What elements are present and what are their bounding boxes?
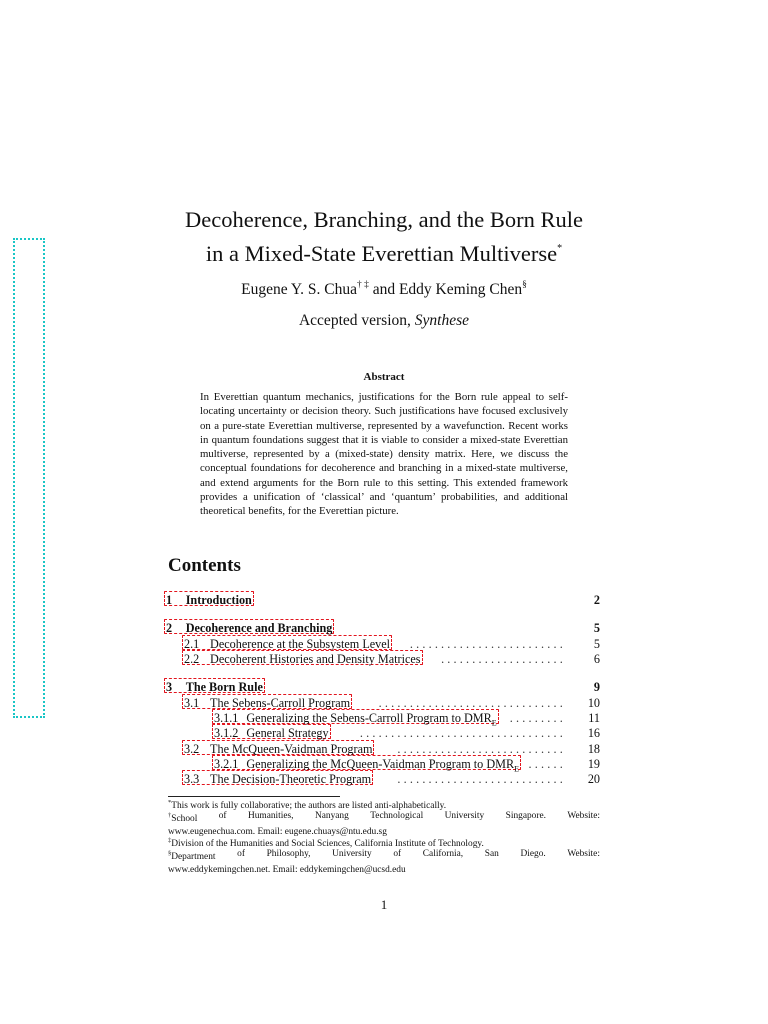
fn2-word: Nanyang [314, 811, 349, 821]
fn2-word: Technological [370, 811, 424, 821]
toc-entry-page: 19 [587, 757, 600, 771]
toc-leader-dots: ........................... [397, 742, 566, 756]
toc-entry-page: 11 [588, 711, 600, 725]
fn4-word: Website: [567, 849, 600, 859]
toc-entry-label: The Born Rule [185, 680, 263, 694]
toc-entry[interactable] [166, 592, 600, 608]
toc-entry-number: 3.1 [184, 696, 200, 710]
toc-entry-label: General Strategy [246, 726, 329, 740]
footnote-1-mark: * [168, 799, 172, 806]
fn2-word: Singapore. [505, 811, 546, 821]
abstract-body: In Everettian quantum mechanics, justifications for the Born rule appeal to self-locating uncertainty or decision theory. Such justifications have focused exclusively on a pure-state Everettian multiverse, represented by a wavefunction. Recent works in quantum foundations suggest that it is viable to consider a mixed-state Everettian multiverse, represented by a (mixed-state) density matrix. Here, we discuss the conceptual foundations for decoherence and branching in a mixed-state multiverse, and extend arguments for the Born rule to this setting. This extended framework provides a unification of ‘classical’ and ‘quantum’ probabilities, and additional theoretical benefits, for the Everettian picture. [200, 391, 568, 518]
toc-entry-label: Decoherence and Branching [185, 621, 333, 635]
footnote-4-line-1 [168, 848, 600, 864]
toc-entry-number: 3.1.1 [214, 711, 239, 725]
toc-entry-label: Generalizing the McQueen-Vaidman Program to DMR [246, 757, 515, 771]
toc-leader-dots: ........................... [397, 772, 566, 786]
toc-leader-dots: .............................. [378, 696, 566, 710]
toc-entry-number: 3.3 [184, 772, 200, 786]
page-number: 1 [380, 897, 388, 912]
toc-entry-number: 3 [166, 680, 173, 694]
toc-link-box[interactable] [182, 770, 373, 785]
paper-title-line-1 [120, 205, 648, 235]
toc-leader-dots: ......................... [409, 637, 566, 651]
footnote-4-mark: § [168, 850, 172, 857]
footnote-3-mark: ‡ [168, 837, 172, 844]
toc-entry-label: The McQueen-Vaidman Program [210, 742, 373, 756]
footnote-2-mark: † [168, 812, 172, 819]
toc-entry-page: 5 [593, 621, 600, 635]
toc-entry-number: 3.2 [184, 742, 200, 756]
fn4-word: of [393, 849, 402, 859]
version-journal: Synthese [414, 312, 469, 329]
version-prefix: Accepted version, [298, 312, 415, 329]
toc-entry[interactable] [166, 725, 600, 741]
fn2-word: Humanities, [247, 811, 294, 821]
title-text-1: Decoherence, Branching, and the Born Rule [185, 207, 583, 232]
toc-leader-dots: ......... [509, 711, 566, 725]
footnote-2-line-1 [168, 810, 600, 826]
toc-link-box[interactable] [182, 740, 374, 755]
footnote-4-line-2[interactable]: www.eddykemingchen.net. Email: eddykemingchen@ucsd.edu [168, 864, 406, 875]
fn4-word: Department [171, 852, 216, 862]
title-text-2: in a Mixed-State Everettian Multiverse [205, 241, 558, 266]
toc-entry[interactable] [166, 620, 600, 636]
toc-entry[interactable] [166, 679, 600, 695]
author-conjunction: and [368, 281, 399, 298]
fn4-word: Philosophy, [266, 849, 311, 859]
fn4-word: University [332, 849, 372, 859]
toc-entry-page: 10 [587, 696, 600, 710]
toc-entry-label: The Decision-Theoretic Program [210, 772, 372, 786]
toc-link-box[interactable] [164, 678, 265, 693]
footnote-2-line-2[interactable]: www.eugenechua.com. Email: eugene.chuays@ntu.edu.sg [168, 826, 387, 837]
fn4-word: California, [422, 849, 464, 859]
toc-entry-number: 1 [166, 593, 173, 607]
toc-link-box[interactable] [182, 650, 423, 665]
fn2-word: Website: [567, 811, 600, 821]
version-line [120, 312, 648, 330]
toc-entry-label: Decoherence at the Subsystem Level [210, 637, 391, 651]
author-2: Eddy Keming Chen [398, 281, 523, 298]
toc-entry-page: 5 [593, 637, 600, 651]
toc-link-box[interactable] [164, 619, 334, 634]
toc-entry-page: 6 [593, 652, 600, 666]
toc-link-box[interactable] [164, 591, 254, 606]
paper-title-line-2 [120, 234, 648, 269]
title-footnote-mark[interactable]: * [557, 243, 563, 254]
toc-entry-number: 2 [166, 621, 173, 635]
toc-entry-label: The Sebens-Carroll Program [210, 696, 351, 710]
toc-leader-dots: ................................. [359, 726, 566, 740]
toc-entry-label: Decoherent Histories and Density Matrices [210, 652, 421, 666]
toc-link-box[interactable] [182, 635, 392, 650]
contents-heading: Contents [168, 555, 241, 576]
author-1: Eugene Y. S. Chua [241, 281, 357, 298]
toc-entry-page: 9 [593, 680, 600, 694]
toc-link-box[interactable] [212, 709, 499, 728]
footnote-3-text: Division of the Humanities and Social Sciences, California Institute of Technology. [171, 839, 484, 849]
toc-entry[interactable] [166, 771, 600, 787]
toc-entry-number: 2.1 [184, 637, 200, 651]
footnote-4 [168, 848, 600, 877]
toc-entry-page: 20 [587, 772, 600, 786]
toc-entry-number: 3.2.1 [214, 757, 239, 771]
toc-entry-number: 2.2 [184, 652, 200, 666]
toc-entry-page: 18 [587, 742, 600, 756]
toc-entry-number: 3.1.2 [214, 726, 239, 740]
toc-entry-label: Generalizing the Sebens-Carroll Program to DMR [246, 711, 492, 725]
toc-entry-label-subscript: E [514, 764, 519, 774]
toc-link-box[interactable] [212, 724, 331, 739]
toc-link-box[interactable] [212, 755, 521, 774]
toc-entry-label-subscript: E [491, 718, 497, 728]
toc-entry-page: 16 [587, 726, 600, 740]
arxiv-margin-link-box[interactable] [13, 238, 45, 718]
fn4-word: Diego. [520, 849, 546, 859]
fn4-word: San [484, 849, 499, 859]
toc-link-box[interactable] [182, 694, 352, 709]
toc-entry-label: Introduction [185, 593, 252, 607]
toc-entry-page: 2 [593, 593, 600, 607]
toc-leader-dots: ...... [528, 757, 566, 771]
author-2-marks[interactable]: § [522, 280, 527, 290]
fn4-word: of [237, 849, 245, 859]
fn2-word: of [218, 811, 227, 821]
fn2-word: University [444, 811, 485, 821]
abstract-heading: Abstract [363, 371, 405, 383]
author-1-marks[interactable]: † ‡ [356, 280, 369, 290]
toc-entry[interactable] [166, 651, 600, 667]
fn2-word: School [171, 814, 198, 824]
footnote-1-text: This work is fully collaborative; the authors are listed anti-alphabetically. [171, 801, 447, 811]
author-line [120, 280, 648, 299]
toc-leader-dots: .................... [441, 652, 566, 666]
